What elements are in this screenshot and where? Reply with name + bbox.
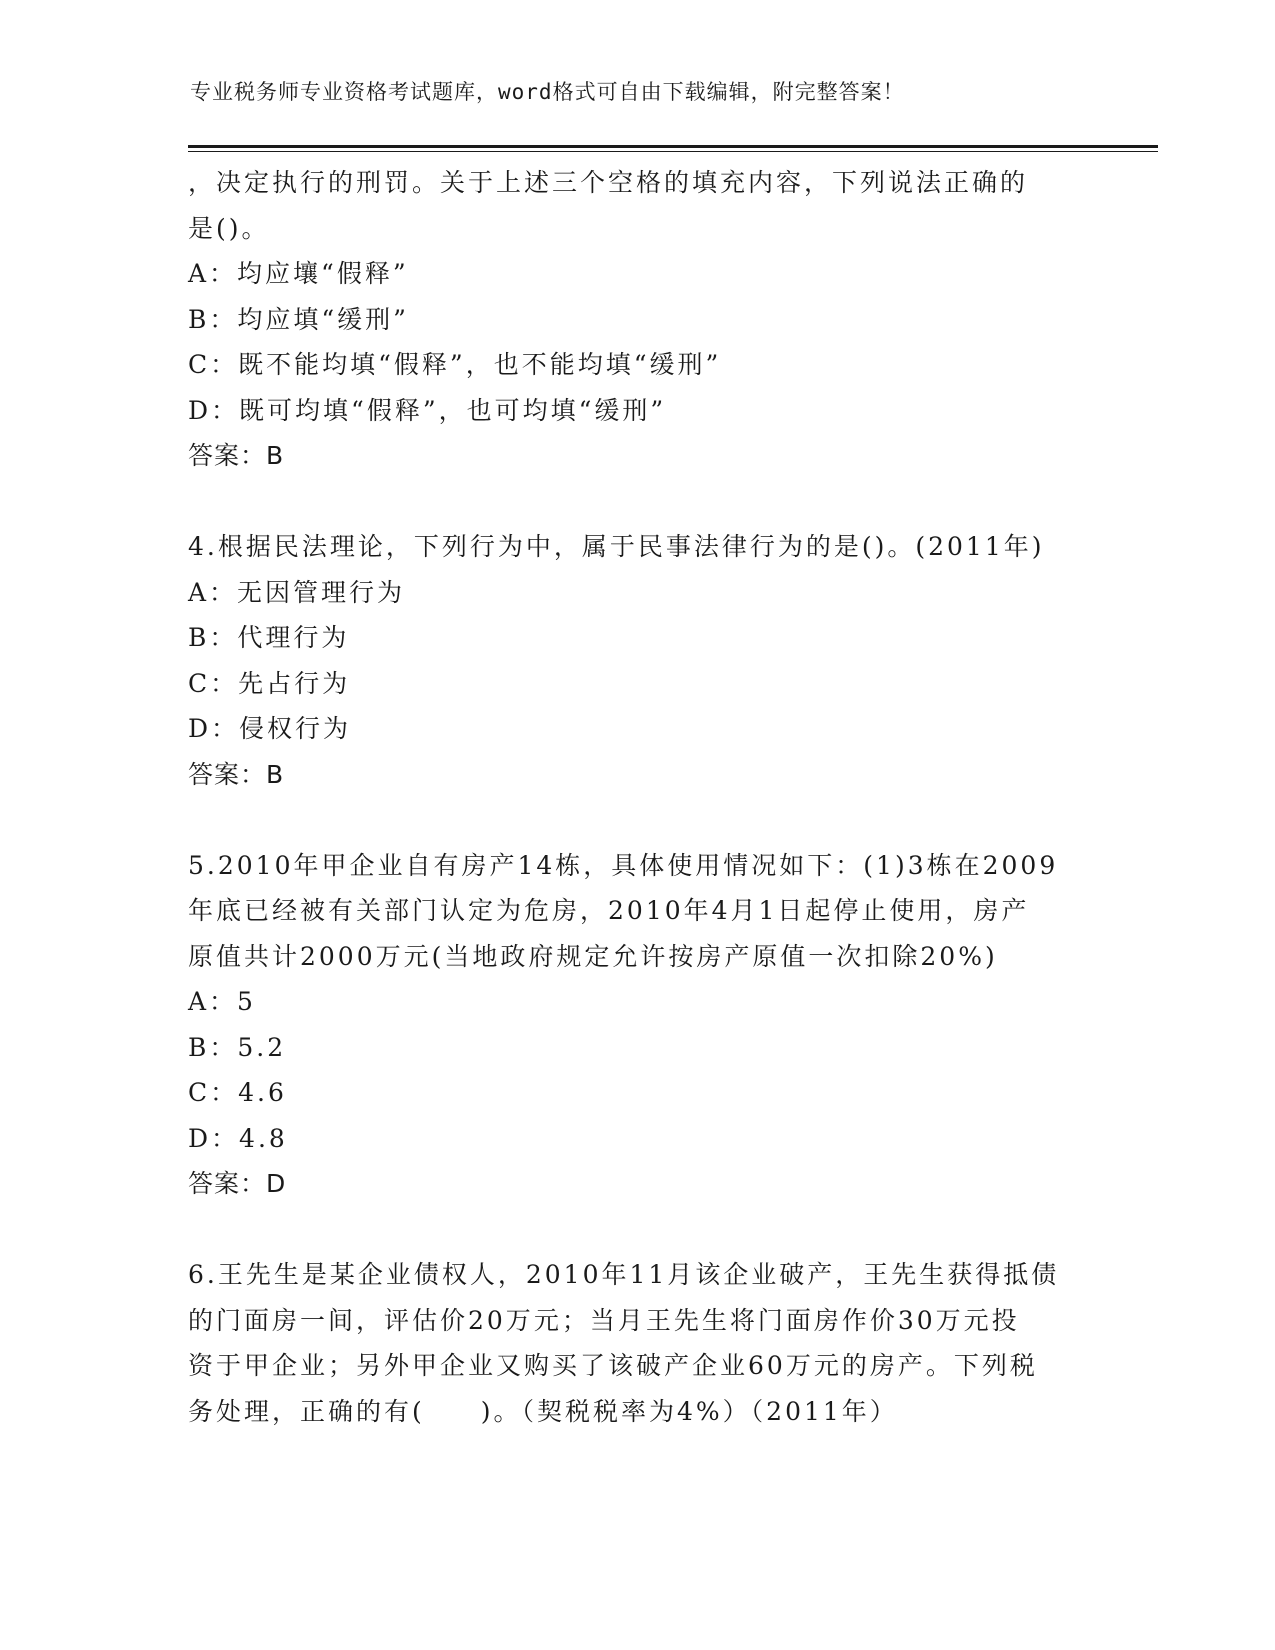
answer-line: 答案：B xyxy=(188,759,285,789)
option-a: A：无因管理行为 xyxy=(188,577,406,607)
question-stem-line: 6.王先生是某企业债权人，2010年11月该企业破产，王先生获得抵债 xyxy=(188,1260,1060,1289)
question-stem-line: 5.2010年甲企业自有房产14栋，具体使用情况如下：(1)3栋在2009 xyxy=(188,850,1059,880)
question-3 xyxy=(188,160,1088,479)
question-stem-line: 4.根据民法理论，下列行为中，属于民事法律行为的是()。(2011年) xyxy=(188,532,1045,561)
option-d: D：4.8 xyxy=(188,1123,288,1153)
option-b: B：5.2 xyxy=(188,1032,287,1062)
option-d: D：既可均填“假释”，也可均填“缓刑” xyxy=(188,395,667,425)
question-6 xyxy=(188,1252,1088,1434)
question-stem-line: 是()。 xyxy=(188,213,270,243)
option-d: D：侵权行为 xyxy=(188,714,352,743)
option-a: A：均应壤“假释” xyxy=(188,259,409,288)
header-rule-thin xyxy=(188,151,1158,152)
question-stem-line: 年底已经被有关部门认定为危房，2010年4月1日起停止使用，房产 xyxy=(188,896,1030,925)
option-c: C：既不能均填“假释”，也不能均填“缓刑” xyxy=(188,350,722,379)
question-stem-line: 原值共计2000万元(当地政府规定允许按房产原值一次扣除20%) xyxy=(188,941,998,971)
option-c: C：先占行为 xyxy=(188,668,351,698)
option-c: C：4.6 xyxy=(188,1078,287,1107)
option-b: B：代理行为 xyxy=(188,623,350,652)
spacer xyxy=(188,479,1088,525)
question-4 xyxy=(188,524,1088,797)
question-stem-line: 资于甲企业；另外甲企业又购买了该破产企业60万元的房产。下列税 xyxy=(188,1351,1038,1380)
question-stem-line: 的门面房一间，评估价20万元；当月王先生将门面房作价30万元投 xyxy=(188,1305,1020,1335)
page-header: 专业税务师专业资格考试题库，word格式可自由下载编辑，附完整答案！ xyxy=(190,80,905,104)
question-stem-line: ，决定执行的刑罚。关于上述三个空格的填充内容，下列说法正确的 xyxy=(188,168,1029,197)
spacer xyxy=(188,1207,1088,1253)
option-a: A：5 xyxy=(188,987,256,1016)
answer-line: 答案：D xyxy=(188,1169,287,1198)
question-stem-line: 务处理，正确的有( )。（契税税率为4%）（2011年） xyxy=(188,1396,898,1426)
spacer xyxy=(188,797,1088,843)
question-list xyxy=(188,160,1088,1434)
header-rule-thick xyxy=(188,145,1158,148)
question-5 xyxy=(188,843,1088,1207)
option-b: B：均应填“缓刑” xyxy=(188,304,409,334)
answer-line: 答案：B xyxy=(188,441,285,470)
